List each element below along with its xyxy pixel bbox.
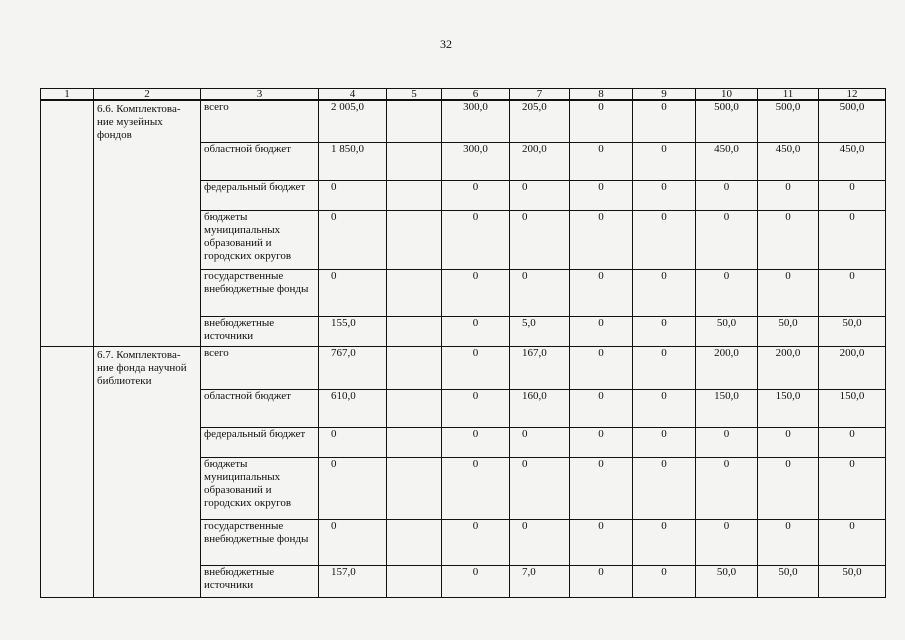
amount-cell-col-6: 0	[442, 427, 510, 457]
amount-cell-col-8: 0	[570, 180, 633, 210]
amount-cell-col-7: 0	[510, 427, 570, 457]
section-title: 6.6. Комплектова-ние музейных фондов	[94, 100, 201, 346]
amount-cell-col-5	[387, 565, 442, 597]
amount-cell-col-9: 0	[633, 269, 696, 316]
amount-cell-col-7: 0	[510, 519, 570, 565]
amount-cell-col-6: 0	[442, 269, 510, 316]
amount-cell-col-9: 0	[633, 142, 696, 180]
amount-cell-col-12: 0	[819, 457, 886, 519]
amount-cell-col-5	[387, 269, 442, 316]
amount-cell-col-10: 50,0	[696, 316, 758, 346]
amount-cell-col-11: 0	[758, 180, 819, 210]
amount-cell-col-6: 0	[442, 316, 510, 346]
funding-source: внебюджетные источники	[201, 316, 319, 346]
amount-cell-col-7: 160,0	[510, 389, 570, 427]
amount-cell-col-10: 0	[696, 180, 758, 210]
amount-cell-col-4: 0	[319, 457, 387, 519]
amount-cell-col-6: 0	[442, 565, 510, 597]
amount-cell-col-10: 0	[696, 457, 758, 519]
amount-cell-col-4: 2 005,0	[319, 100, 387, 142]
amount-cell-col-4: 767,0	[319, 346, 387, 389]
column-number-9: 9	[633, 89, 696, 101]
page-number: 32	[440, 37, 452, 51]
amount-cell-col-12: 500,0	[819, 100, 886, 142]
amount-cell-col-8: 0	[570, 210, 633, 269]
amount-cell-col-4: 155,0	[319, 316, 387, 346]
amount-cell-col-12: 0	[819, 180, 886, 210]
amount-cell-col-6: 0	[442, 389, 510, 427]
amount-cell-col-7: 200,0	[510, 142, 570, 180]
amount-cell-col-8: 0	[570, 346, 633, 389]
amount-cell-col-9: 0	[633, 100, 696, 142]
column-number-8: 8	[570, 89, 633, 101]
funding-source: государственные внебюджетные фонды	[201, 519, 319, 565]
amount-cell-col-11: 200,0	[758, 346, 819, 389]
column-number-6: 6	[442, 89, 510, 101]
amount-cell-col-8: 0	[570, 269, 633, 316]
amount-cell-col-10: 200,0	[696, 346, 758, 389]
column-number-7: 7	[510, 89, 570, 101]
amount-cell-col-5	[387, 210, 442, 269]
amount-cell-col-8: 0	[570, 457, 633, 519]
amount-cell-col-4: 0	[319, 427, 387, 457]
amount-cell-col-12: 450,0	[819, 142, 886, 180]
amount-cell-col-7: 7,0	[510, 565, 570, 597]
funding-source: государственные внебюджетные фонды	[201, 269, 319, 316]
amount-cell-col-12: 200,0	[819, 346, 886, 389]
amount-cell-col-10: 500,0	[696, 100, 758, 142]
column-number-1: 1	[41, 89, 94, 101]
amount-cell-col-9: 0	[633, 565, 696, 597]
amount-cell-col-5	[387, 427, 442, 457]
amount-cell-col-12: 150,0	[819, 389, 886, 427]
amount-cell-col-4: 610,0	[319, 389, 387, 427]
funding-source: федеральный бюджет	[201, 427, 319, 457]
amount-cell-col-6: 300,0	[442, 142, 510, 180]
amount-cell-col-11: 0	[758, 519, 819, 565]
funding-source: областной бюджет	[201, 389, 319, 427]
amount-cell-col-9: 0	[633, 210, 696, 269]
amount-cell-col-9: 0	[633, 457, 696, 519]
table-row	[41, 100, 886, 142]
amount-cell-col-7: 0	[510, 210, 570, 269]
amount-cell-col-7: 0	[510, 457, 570, 519]
amount-cell-col-7: 5,0	[510, 316, 570, 346]
amount-cell-col-9: 0	[633, 427, 696, 457]
amount-cell-col-6: 300,0	[442, 100, 510, 142]
amount-cell-col-12: 50,0	[819, 316, 886, 346]
amount-cell-col-11: 50,0	[758, 565, 819, 597]
amount-cell-col-6: 0	[442, 180, 510, 210]
amount-cell-col-4: 157,0	[319, 565, 387, 597]
amount-cell-col-8: 0	[570, 142, 633, 180]
amount-cell-col-12: 0	[819, 427, 886, 457]
column-number-10: 10	[696, 89, 758, 101]
table-row	[41, 346, 886, 389]
amount-cell-col-12: 0	[819, 269, 886, 316]
amount-cell-col-10: 150,0	[696, 389, 758, 427]
amount-cell-col-4: 1 850,0	[319, 142, 387, 180]
amount-cell-col-12: 0	[819, 519, 886, 565]
amount-cell-col-10: 0	[696, 269, 758, 316]
funding-source: федеральный бюджет	[201, 180, 319, 210]
amount-cell-col-5	[387, 346, 442, 389]
amount-cell-col-8: 0	[570, 316, 633, 346]
amount-cell-col-5	[387, 180, 442, 210]
amount-cell-col-9: 0	[633, 180, 696, 210]
amount-cell-col-11: 0	[758, 269, 819, 316]
amount-cell-col-7: 0	[510, 269, 570, 316]
amount-cell-col-5	[387, 457, 442, 519]
amount-cell-col-7: 205,0	[510, 100, 570, 142]
column-number-2: 2	[94, 89, 201, 101]
amount-cell-col-6: 0	[442, 346, 510, 389]
amount-cell-col-11: 50,0	[758, 316, 819, 346]
amount-cell-col-11: 500,0	[758, 100, 819, 142]
amount-cell-col-5	[387, 519, 442, 565]
section-title: 6.7. Комплектова-ние фонда научной библиотеки	[94, 346, 201, 597]
amount-cell-col-10: 0	[696, 519, 758, 565]
amount-cell-col-5	[387, 142, 442, 180]
amount-cell-col-10: 50,0	[696, 565, 758, 597]
row-group-index-cell	[41, 100, 94, 346]
amount-cell-col-4: 0	[319, 180, 387, 210]
amount-cell-col-6: 0	[442, 457, 510, 519]
amount-cell-col-11: 0	[758, 427, 819, 457]
amount-cell-col-8: 0	[570, 100, 633, 142]
budget-table	[40, 88, 886, 598]
amount-cell-col-11: 0	[758, 210, 819, 269]
column-number-3: 3	[201, 89, 319, 101]
column-number-11: 11	[758, 89, 819, 101]
amount-cell-col-10: 450,0	[696, 142, 758, 180]
amount-cell-col-9: 0	[633, 389, 696, 427]
amount-cell-col-11: 0	[758, 457, 819, 519]
funding-source: всего	[201, 100, 319, 142]
amount-cell-col-5	[387, 389, 442, 427]
amount-cell-col-8: 0	[570, 565, 633, 597]
amount-cell-col-6: 0	[442, 519, 510, 565]
funding-source: внебюджетные источники	[201, 565, 319, 597]
amount-cell-col-4: 0	[319, 269, 387, 316]
amount-cell-col-9: 0	[633, 316, 696, 346]
row-group-index-cell	[41, 346, 94, 597]
amount-cell-col-8: 0	[570, 519, 633, 565]
amount-cell-col-9: 0	[633, 346, 696, 389]
amount-cell-col-11: 450,0	[758, 142, 819, 180]
funding-source: областной бюджет	[201, 142, 319, 180]
amount-cell-col-8: 0	[570, 427, 633, 457]
amount-cell-col-12: 0	[819, 210, 886, 269]
funding-source: всего	[201, 346, 319, 389]
amount-cell-col-7: 167,0	[510, 346, 570, 389]
funding-source: бюджеты муниципальных образований и городских округов	[201, 457, 319, 519]
amount-cell-col-5	[387, 316, 442, 346]
column-number-5: 5	[387, 89, 442, 101]
amount-cell-col-6: 0	[442, 210, 510, 269]
column-number-12: 12	[819, 89, 886, 101]
column-number-row	[41, 89, 886, 101]
amount-cell-col-7: 0	[510, 180, 570, 210]
amount-cell-col-10: 0	[696, 210, 758, 269]
funding-source: бюджеты муниципальных образований и городских округов	[201, 210, 319, 269]
amount-cell-col-5	[387, 100, 442, 142]
amount-cell-col-8: 0	[570, 389, 633, 427]
amount-cell-col-4: 0	[319, 519, 387, 565]
amount-cell-col-12: 50,0	[819, 565, 886, 597]
amount-cell-col-9: 0	[633, 519, 696, 565]
column-number-4: 4	[319, 89, 387, 101]
amount-cell-col-11: 150,0	[758, 389, 819, 427]
amount-cell-col-10: 0	[696, 427, 758, 457]
amount-cell-col-4: 0	[319, 210, 387, 269]
